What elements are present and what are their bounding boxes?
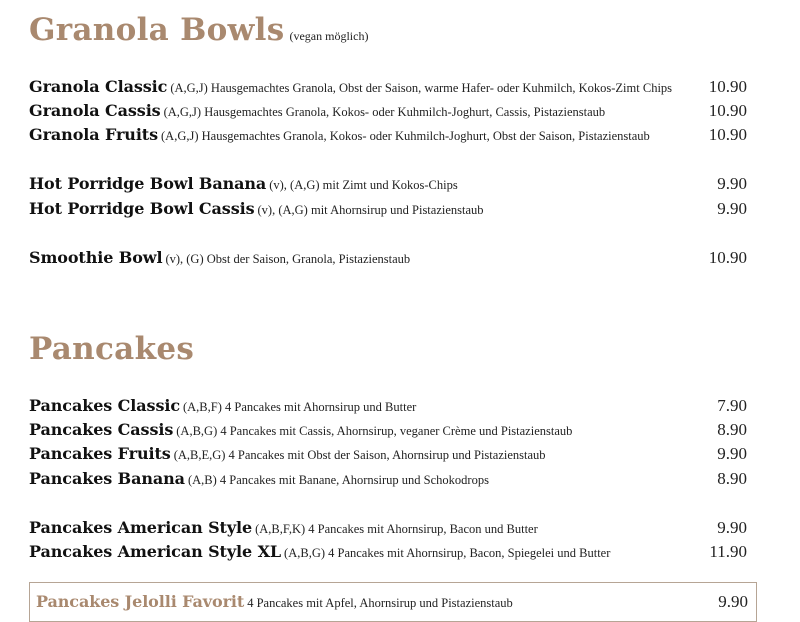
item-description: (A,B) 4 Pancakes mit Banane, Ahornsirup und Schokodrops	[187, 473, 489, 487]
item-name: Pancakes American Style	[29, 518, 253, 537]
menu-item	[29, 125, 749, 149]
item-name: Granola Cassis	[29, 101, 161, 120]
item-price: 9.90	[717, 518, 747, 537]
item-description: (v), (A,G) mit Ahornsirup und Pistazienstaub	[257, 203, 484, 217]
menu-item	[29, 248, 749, 272]
item-price: 10.90	[708, 77, 747, 96]
item-price: 10.90	[708, 101, 747, 120]
item-price: 9.90	[717, 199, 747, 218]
item-description: 4 Pancakes mit Apfel, Ahornsirup und Pistazienstaub	[247, 596, 513, 610]
menu-item	[29, 174, 749, 198]
item-name: Pancakes Fruits	[29, 444, 171, 463]
section-title: Pancakes	[29, 331, 195, 367]
item-price: 8.90	[717, 420, 747, 439]
item-price: 10.90	[708, 125, 747, 144]
item-price: 11.90	[709, 542, 747, 561]
item-price: 9.90	[718, 592, 748, 611]
item-name: Granola Classic	[29, 77, 168, 96]
item-description: (A,B,F,K) 4 Pancakes mit Ahornsirup, Bacon und Butter	[255, 522, 538, 536]
item-name: Pancakes American Style XL	[29, 542, 282, 561]
item-name: Granola Fruits	[29, 125, 158, 144]
item-description: (A,B,G) 4 Pancakes mit Ahornsirup, Bacon, Spiegelei und Butter	[284, 546, 611, 560]
menu-item	[29, 101, 749, 125]
item-name: Hot Porridge Bowl Cassis	[29, 199, 255, 218]
item-description: (A,B,G) 4 Pancakes mit Cassis, Ahornsirup, veganer Crème und Pistazienstaub	[176, 424, 573, 438]
item-description: (A,B,E,G) 4 Pancakes mit Obst der Saison, Ahornsirup und Pistazienstaub	[173, 448, 546, 462]
menu-item	[29, 444, 749, 468]
item-price: 8.90	[717, 469, 747, 488]
item-name: Pancakes Cassis	[29, 420, 174, 439]
item-description: (A,G,J) Hausgemachtes Granola, Kokos- oder Kuhmilch-Joghurt, Obst der Saison, Pistazienstaub	[161, 129, 650, 143]
menu-item	[29, 420, 749, 444]
item-price: 9.90	[717, 174, 747, 193]
item-name: Pancakes Banana	[29, 469, 185, 488]
item-description: (A,B,F) 4 Pancakes mit Ahornsirup und Butter	[182, 400, 417, 414]
item-price: 7.90	[717, 396, 747, 415]
menu-item	[29, 396, 749, 420]
menu-item	[36, 592, 748, 611]
menu-item	[29, 199, 749, 223]
item-description: (v), (G) Obst der Saison, Granola, Pistazienstaub	[165, 252, 411, 266]
menu-item	[29, 542, 749, 566]
item-name: Pancakes Classic	[29, 396, 180, 415]
item-description: (A,G,J) Hausgemachtes Granola, Kokos- oder Kuhmilch-Joghurt, Cassis, Pistazienstaub	[163, 105, 606, 119]
item-name: Pancakes Jelolli Favorit	[36, 592, 245, 611]
section-note: (vegan möglich)	[289, 29, 369, 43]
item-name: Smoothie Bowl	[29, 248, 163, 267]
menu-item	[29, 469, 749, 493]
item-price: 9.90	[717, 444, 747, 463]
menu-item	[29, 77, 749, 101]
section-heading-granola-bowls	[29, 12, 368, 48]
item-price: 10.90	[708, 248, 747, 267]
menu-item	[29, 518, 749, 542]
item-description: (v), (A,G) mit Zimt und Kokos-Chips	[269, 178, 458, 192]
featured-item-box	[29, 582, 757, 622]
item-description: (A,G,J) Hausgemachtes Granola, Obst der Saison, warme Hafer- oder Kuhmilch, Kokos-Zimt Chips	[170, 81, 673, 95]
section-heading-pancakes	[29, 331, 194, 367]
section-title: Granola Bowls	[29, 12, 285, 48]
item-name: Hot Porridge Bowl Banana	[29, 174, 267, 193]
